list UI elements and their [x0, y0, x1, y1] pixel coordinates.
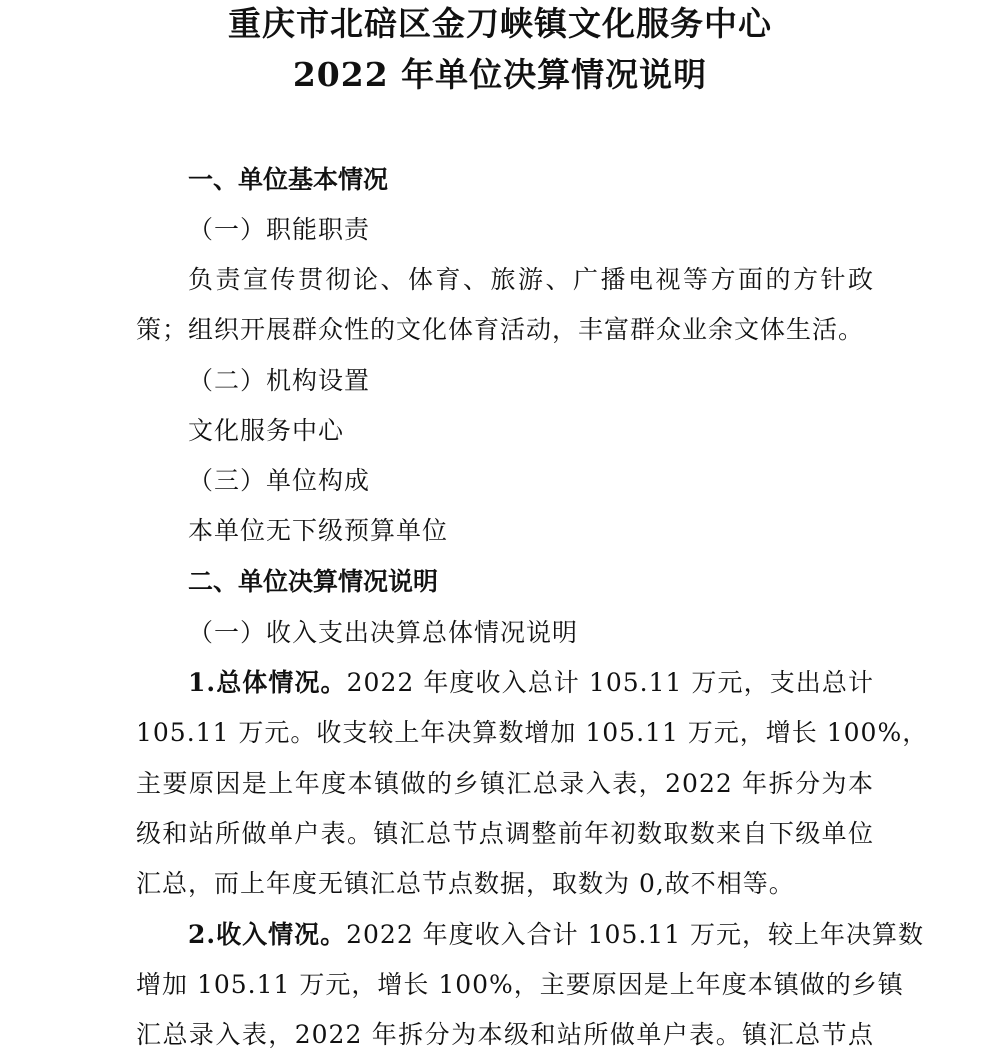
section-heading-basic-info: 一、单位基本情况: [188, 165, 389, 194]
section-heading-final-accounts: 二、单位决算情况说明: [188, 567, 439, 596]
paragraph-overall-line-5: 汇总，而上年度无镇汇总节点数据，取数为 0,故不相等。: [136, 869, 795, 898]
paragraph-overall-line-3: 主要原因是上年度本镇做的乡镇汇总录入表，2022 年拆分为本: [136, 769, 874, 798]
paragraph-income-line-2: 增加 105.11 万元，增长 100%，主要原因是上年度本镇做的乡镇: [136, 970, 904, 999]
paragraph-income-line-3: 汇总录入表，2022 年拆分为本级和站所做单户表。镇汇总节点: [136, 1020, 874, 1049]
subheading-composition: （三）单位构成: [188, 466, 371, 495]
subheading-organization: （二）机构设置: [188, 366, 371, 395]
paragraph-income-text: 2022 年度收入合计 105.11 万元，较上年决算数: [346, 920, 925, 949]
paragraph-overall-text: 2022 年度收入总计 105.11 万元，支出总计: [346, 668, 874, 697]
subheading-income-expense-overview: （一）收入支出决算总体情况说明: [188, 618, 579, 647]
paragraph-functions-line-1: 负责宣传贯彻论、体育、旅游、广播电视等方面的方针政: [188, 265, 874, 294]
paragraph-overall-line-2: 105.11 万元。收支较上年决算数增加 105.11 万元，增长 100%，: [136, 718, 929, 747]
paragraph-income-label: 2.收入情况。: [188, 920, 347, 949]
document-title-line-2: 2022 年单位决算情况说明: [292, 55, 708, 94]
paragraph-overall-label: 1.总体情况。: [188, 668, 347, 697]
paragraph-overall-line-1: [188, 666, 874, 700]
paragraph-organization: 文化服务中心: [188, 416, 345, 445]
paragraph-overall-line-4: 级和站所做单户表。镇汇总节点调整前年初数取数来自下级单位: [136, 819, 874, 848]
paragraph-income-line-1: [188, 918, 925, 952]
paragraph-composition: 本单位无下级预算单位: [188, 516, 449, 545]
paragraph-functions-line-2: 策；组织开展群众性的文化体育活动，丰富群众业余文体生活。: [136, 315, 865, 344]
document-title-line-1: 重庆市北碚区金刀峡镇文化服务中心: [228, 4, 772, 43]
subheading-functions: （一）职能职责: [188, 215, 371, 244]
